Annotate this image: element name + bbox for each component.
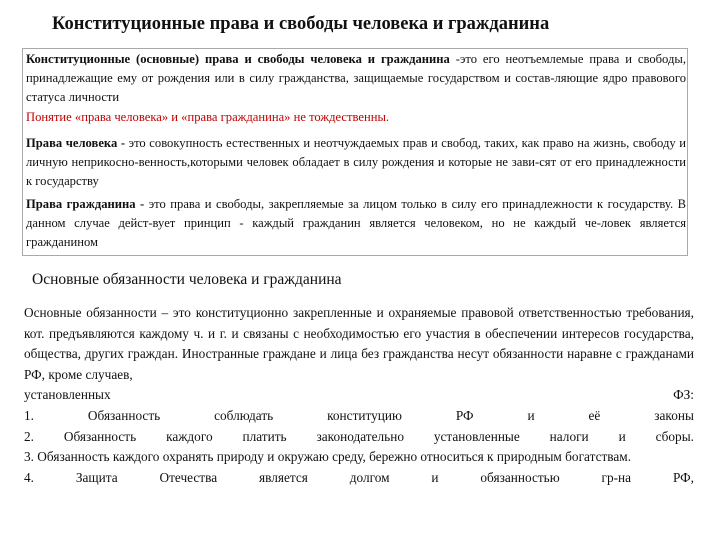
duty-word: 4. — [24, 469, 34, 485]
duty-item-2 — [24, 427, 694, 448]
duty-word: законы — [654, 407, 694, 423]
duty-word: конституцию — [327, 407, 402, 423]
duty-word: и — [527, 407, 535, 423]
definition-human-rights — [26, 134, 686, 192]
definition-text: -это его неотъемлемые права и свободы, принадлежащие ему от рождения или в силу гражданства, защищаемые государством и состав-ляющие ядро правового статуса личности — [26, 52, 686, 105]
duties-body — [24, 303, 694, 488]
term-constitutional-rights: Конституционные (основные) права и свободы человека и гражданина — [26, 52, 450, 66]
duty-word: и — [431, 469, 439, 485]
duty-word: РФ — [455, 407, 474, 423]
duty-word: и — [618, 428, 626, 444]
duty-word: гр-на — [601, 469, 632, 485]
established-word: установленных — [24, 387, 111, 403]
duty-word: обязанностью — [480, 469, 560, 485]
duty-word: каждого — [166, 428, 213, 444]
term-human-rights: Права человека - — [26, 136, 126, 150]
duty-word: Защита — [75, 469, 118, 485]
duty-word: сборы. — [655, 428, 694, 444]
not-identical-note: Понятие «права человека» и «права гражданина» не тождественны. — [26, 110, 390, 124]
duty-word: РФ, — [672, 469, 694, 485]
slide-title: Конституционные права и свободы человека и гражданина — [52, 14, 550, 34]
duty-item-4 — [24, 468, 694, 489]
duty-word: Отечества — [159, 469, 218, 485]
duty-word: является — [258, 469, 308, 485]
duties-established-line — [24, 385, 694, 406]
duty-word: Обязанность — [63, 428, 137, 444]
term-citizen-rights: Права гражданина - — [26, 197, 145, 211]
definition-citizen-rights — [26, 195, 686, 253]
duty-item-1 — [24, 406, 694, 427]
duty-word: установленные — [433, 428, 520, 444]
duty-word: долгом — [349, 469, 390, 485]
duty-word: платить — [242, 428, 287, 444]
duty-word: законодательно — [316, 428, 404, 444]
duties-heading: Основные обязанности человека и гражданина — [32, 271, 342, 288]
duty-word: Обязанность — [87, 407, 161, 423]
duty-word: налоги — [549, 428, 589, 444]
definition-text: это совокупность естественных и неотчуждаемых прав и свобод, таких, как право на жизнь, свободу и личную неприкосно-венность,которыми человек обладает в силу рождения и которые не зави-сят от его принадлежности к государству — [26, 136, 686, 189]
duties-intro: Основные обязанности – это конституционно закрепленные и охраняемые правовой ответственностью требования, кот. предъявляются каждому ч. и г. и связаны с необходимостью его участия в обеспечении интересов государства, общества, других граждан. Иностранные граждане и лица без гражданства несут обязанности наравне с гражданами РФ, кроме случаев, — [24, 305, 694, 382]
duty-word: её — [588, 407, 601, 423]
duty-word: 2. — [24, 428, 34, 444]
duty-word: 1. — [24, 407, 34, 423]
duty-word: соблюдать — [214, 407, 274, 423]
definition-constitutional-rights — [26, 50, 686, 108]
fz-word: ФЗ: — [673, 387, 694, 403]
duty-item-3: 3. Обязанность каждого охранять природу и окружаю среду, бережно относиться к природным богатствам. — [24, 449, 632, 465]
definition-text: это права и свободы, закрепляемые за лицом только в силу его принадлежности к государству. В данном случае дейст-вует принцип - каждый гражданин является человеком, но не каждый че-ловек является гражданином — [26, 197, 687, 250]
